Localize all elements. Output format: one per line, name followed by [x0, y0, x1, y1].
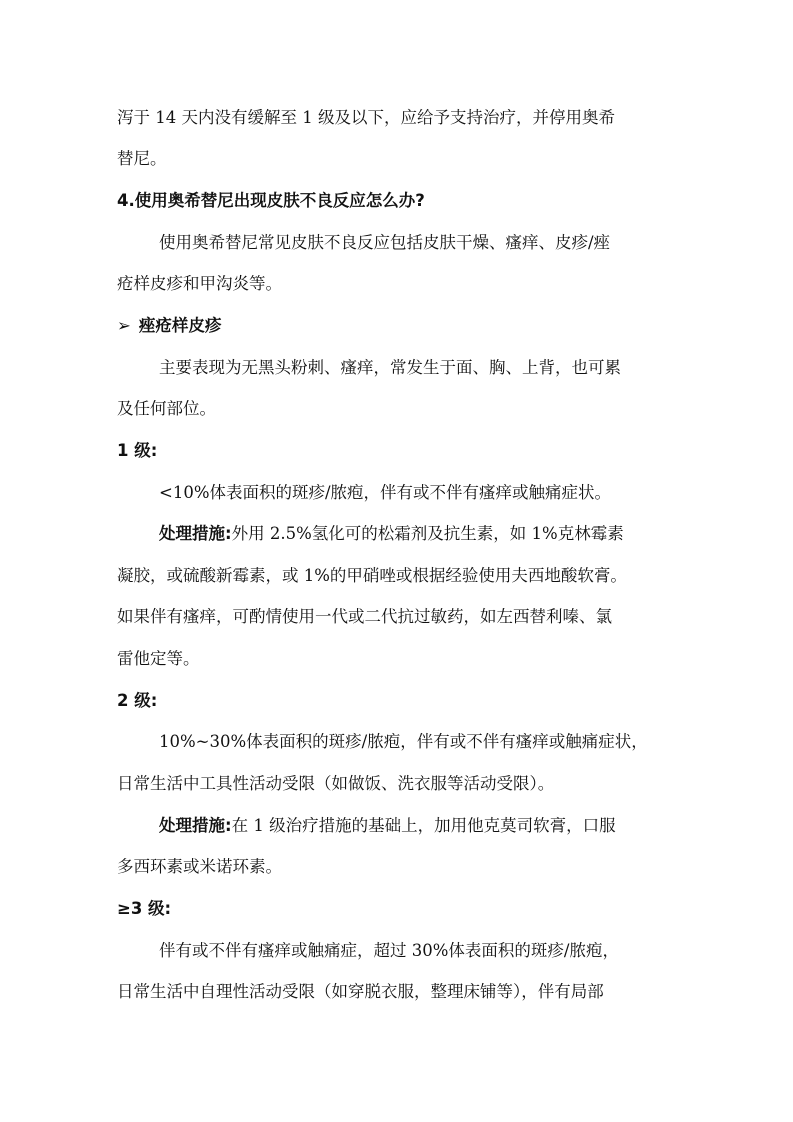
grade-2-label: 2 级: — [117, 691, 158, 710]
paragraph-line — [159, 815, 616, 837]
paragraph-line: 如果伴有瘙痒，可酌情使用一代或二代抗过敏药，如左西替利嗪、氯 — [117, 607, 612, 626]
arrow-bullet-icon: ➢ — [117, 316, 131, 335]
treatment-label: 处理措施: — [159, 816, 232, 835]
paragraph-line: 雷他定等。 — [117, 649, 200, 668]
section-heading: 4.使用奥希替尼出现皮肤不良反应怎么办? — [117, 191, 425, 210]
paragraph-line: 伴有或不伴有瘙痒或触痛症，超过 30%体表面积的斑疹/脓疱， — [159, 941, 619, 960]
paragraph-line: 疮样皮疹和甲沟炎等。 — [117, 274, 282, 293]
paragraph-line: 日常生活中自理性活动受限（如穿脱衣服，整理床铺等），伴有局部 — [117, 982, 604, 1001]
paragraph-line — [159, 523, 624, 545]
grade-3-label: ≥3 级: — [117, 899, 172, 918]
paragraph-line: <10%体表面积的斑疹/脓疱，伴有或不伴有瘙痒或触痛症状。 — [159, 483, 612, 502]
paragraph-line: 凝胶，或硫酸新霉素，或 1%的甲硝唑或根据经验使用夫西地酸软膏。 — [117, 566, 627, 585]
subsection-heading — [117, 315, 221, 337]
paragraph-line: 10%~30%体表面积的斑疹/脓疱，伴有或不伴有瘙痒或触痛症状， — [159, 732, 648, 751]
treatment-text: 外用 2.5%氢化可的松霜剂及抗生素，如 1%克林霉素 — [231, 524, 624, 543]
subsection-title: 痤疮样皮疹 — [138, 316, 222, 335]
treatment-label: 处理措施: — [159, 524, 232, 543]
treatment-text: 在 1 级治疗措施的基础上，加用他克莫司软膏，口服 — [231, 816, 616, 835]
paragraph-line: 泻于 14 天内没有缓解至 1 级及以下，应给予支持治疗，并停用奥希 — [117, 108, 615, 127]
paragraph-line: 使用奥希替尼常见皮肤不良反应包括皮肤干燥、瘙痒、皮疹/痤 — [159, 233, 611, 252]
paragraph-line: 主要表现为无黑头粉刺、瘙痒，常发生于面、胸、上背，也可累 — [159, 358, 621, 377]
paragraph-line: 替尼。 — [117, 149, 167, 168]
grade-1-label: 1 级: — [117, 441, 158, 460]
paragraph-line: 多西环素或米诺环素。 — [117, 857, 282, 876]
paragraph-line: 日常生活中工具性活动受限（如做饭、洗衣服等活动受限）。 — [117, 774, 555, 793]
paragraph-line: 及任何部位。 — [117, 399, 216, 418]
